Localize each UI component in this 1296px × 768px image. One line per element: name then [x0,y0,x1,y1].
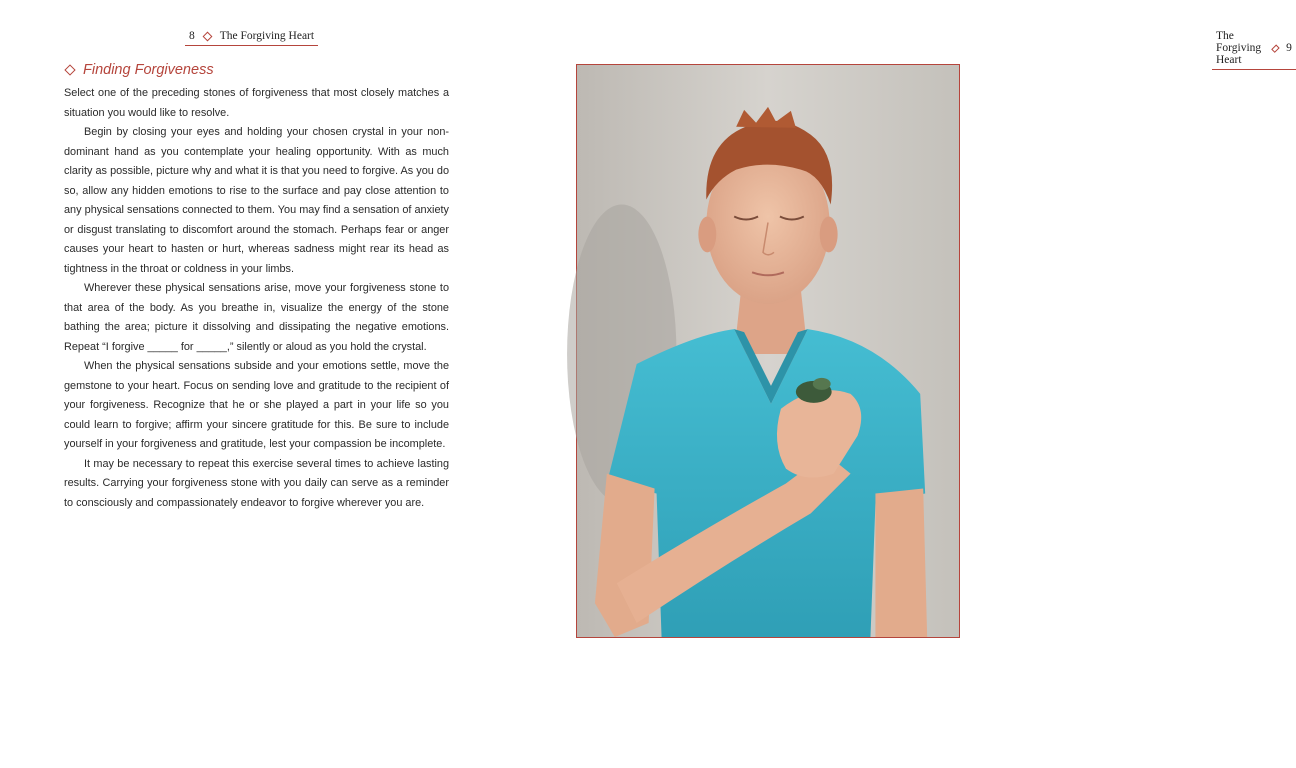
right-arm [875,489,927,637]
photo-illustration [577,65,959,637]
left-page [0,0,512,768]
ear [820,216,838,252]
body-text [64,84,449,513]
left-running-head [185,30,318,46]
green-stone-highlight [813,378,831,390]
right-page-number: 9 [1286,42,1292,54]
paragraph: It may be necessary to repeat this exercise several times to achieve lasting results. Carrying your forgiveness stone with you daily can serve as a reminder to consciously and compassionately endeavor to forgive wherever you are. [64,457,449,509]
right-running-title: The Forgiving Heart [1216,30,1262,66]
paragraph: When the physical sensations subside and your emotions settle, move the gemstone to your heart. Focus on sending love and gratitude to the recipient of your forgiveness. Recognize that he or she played a part in your life so you could learn to forgive; affirm your sincere gratitude for this. Be sure to include yourself in your forgiveness and gratitude, lest your compassion be incomplete. [64,360,449,450]
left-page-number: 8 [189,30,195,42]
paragraph: Begin by closing your eyes and holding your chosen crystal in your non-dominant hand as you contemplate your healing opportunity. With as much clarity as possible, picture why and what it is that you need to forgive. As you do so, allow any hidden emotions to rise to the surface and pay close attention to any physical sensations connected to them. You may find a sensation of anxiety or disgust translating to discomfort around the stomach. Perhaps fear or anger causes your heart to hasten or hurt, whereas sadness might rear its head as tightness in the throat or coldness in your limbs. [64,126,449,275]
section-heading [64,62,214,78]
paragraph: Select one of the preceding stones of forgiveness that most closely matches a situation you would like to resolve. [64,87,449,119]
diamond-icon [1271,44,1279,52]
diamond-icon [64,64,75,75]
meditation-photo [576,64,960,638]
section-title-text: Finding Forgiveness [83,62,214,78]
paragraph: Wherever these physical sensations arise, move your forgiveness stone to that area of the body. As you breathe in, visualize the energy of the stone bathing the area; picture it dissolving and dissipating the negative emotions. Repeat “I forgive _____ for _____,” silently or aloud as you hold the crystal. [64,282,449,353]
ear [698,216,716,252]
left-running-title: The Forgiving Heart [219,30,315,42]
right-running-head [1212,30,1296,70]
diamond-icon [202,31,212,41]
